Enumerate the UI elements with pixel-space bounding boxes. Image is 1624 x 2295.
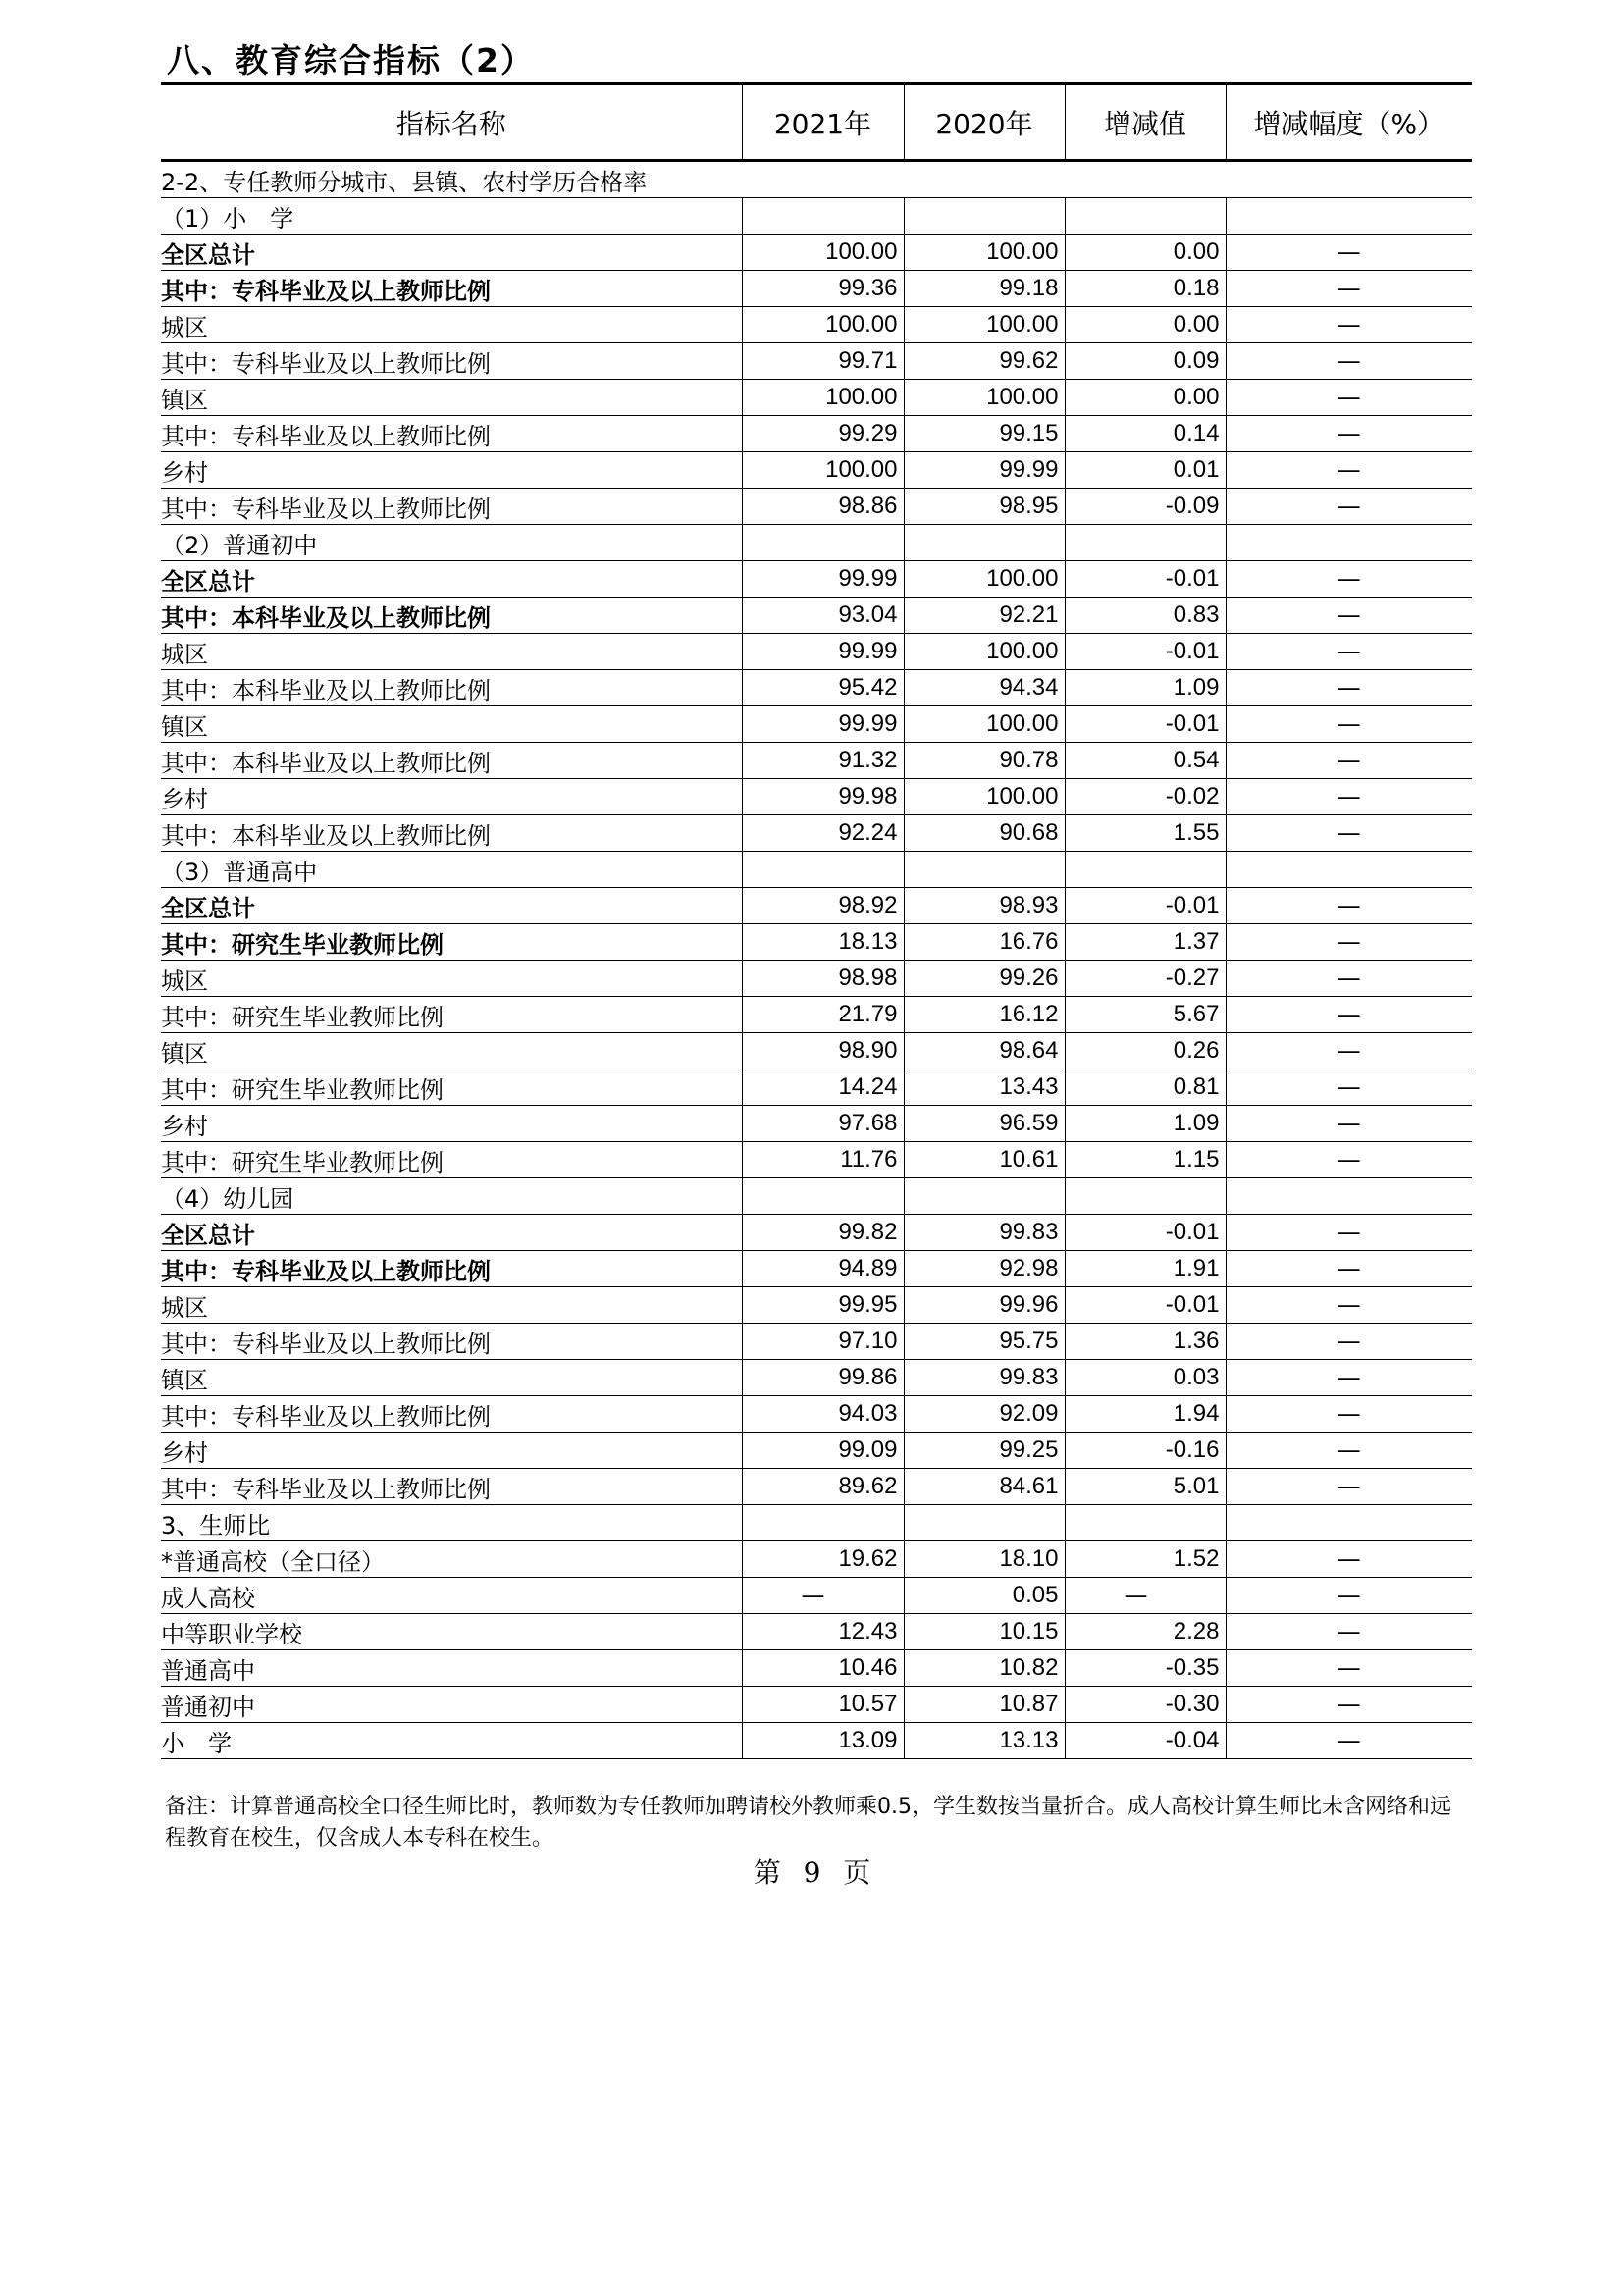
table-row — [161, 1396, 1472, 1433]
indicator-name-cell: 其中：本科毕业及以上教师比例 — [161, 598, 742, 634]
row-label: 3、生师比 — [161, 1505, 742, 1541]
change-pct-cell: — — [1226, 1287, 1472, 1324]
change-value-cell: — — [1065, 1578, 1226, 1614]
change-pct-cell: — — [1226, 561, 1472, 598]
change-value-cell: 1.09 — [1065, 670, 1226, 706]
change-pct-cell: — — [1226, 1614, 1472, 1650]
value-2021-cell: 98.90 — [742, 1033, 904, 1069]
value-2020-cell: 10.61 — [904, 1142, 1065, 1178]
empty-cell — [1226, 852, 1472, 888]
empty-cell — [742, 1178, 904, 1215]
change-value-cell: -0.02 — [1065, 779, 1226, 815]
indicator-name-cell: 全区总计 — [161, 235, 742, 271]
indicator-name-cell: 其中：专科毕业及以上教师比例 — [161, 1396, 742, 1433]
table-row — [161, 1650, 1472, 1687]
value-2021-cell: 100.00 — [742, 452, 904, 489]
value-2021-cell: 99.99 — [742, 706, 904, 743]
change-value-cell: 2.28 — [1065, 1614, 1226, 1650]
row-label: 2-2、专任教师分城市、县镇、农村学历合格率 — [161, 161, 1472, 198]
value-2020-cell: 13.13 — [904, 1723, 1065, 1759]
table-row — [161, 489, 1472, 525]
value-2021-cell: 97.68 — [742, 1106, 904, 1142]
change-pct-cell: — — [1226, 924, 1472, 961]
indicator-name-cell: 全区总计 — [161, 561, 742, 598]
change-value-cell: 1.94 — [1065, 1396, 1226, 1433]
change-value-cell: 0.14 — [1065, 416, 1226, 452]
change-pct-cell: — — [1226, 1650, 1472, 1687]
value-2020-cell: 99.99 — [904, 452, 1065, 489]
indicator-name-cell: 全区总计 — [161, 888, 742, 924]
value-2021-cell: 99.71 — [742, 343, 904, 380]
empty-cell — [1065, 1178, 1226, 1215]
value-2021-cell: 95.42 — [742, 670, 904, 706]
change-pct-cell: — — [1226, 1723, 1472, 1759]
value-2020-cell: 99.15 — [904, 416, 1065, 452]
table-row — [161, 1578, 1472, 1614]
change-value-cell: 5.01 — [1065, 1469, 1226, 1505]
change-value-cell: -0.01 — [1065, 888, 1226, 924]
subsection-header-row — [161, 1505, 1472, 1541]
value-2020-cell: 16.76 — [904, 924, 1065, 961]
empty-cell — [904, 198, 1065, 235]
indicator-name-cell: 其中：本科毕业及以上教师比例 — [161, 815, 742, 852]
row-label: （1）小 学 — [161, 198, 742, 235]
indicator-name-cell: 镇区 — [161, 1360, 742, 1396]
value-2020-cell: 10.87 — [904, 1687, 1065, 1723]
indicator-name-cell: 成人高校 — [161, 1578, 742, 1614]
header-change-pct: 增减幅度（%） — [1226, 84, 1472, 161]
table-row — [161, 598, 1472, 634]
value-2021-cell: 91.32 — [742, 743, 904, 779]
change-pct-cell: — — [1226, 888, 1472, 924]
indicator-name-cell: 城区 — [161, 634, 742, 670]
change-value-cell: -0.30 — [1065, 1687, 1226, 1723]
change-value-cell: 1.91 — [1065, 1251, 1226, 1287]
row-label: （2）普通初中 — [161, 525, 742, 561]
change-pct-cell: — — [1226, 670, 1472, 706]
indicator-name-cell: 普通初中 — [161, 1687, 742, 1723]
value-2020-cell: 100.00 — [904, 706, 1065, 743]
change-value-cell: -0.16 — [1065, 1433, 1226, 1469]
table-row — [161, 779, 1472, 815]
page-title: 八、教育综合指标（2） — [167, 41, 535, 79]
table-row — [161, 1433, 1472, 1469]
header-2020: 2020年 — [904, 84, 1065, 161]
value-2020-cell: 100.00 — [904, 380, 1065, 416]
value-2021-cell: 99.82 — [742, 1215, 904, 1251]
empty-cell — [742, 198, 904, 235]
row-label: （3）普通高中 — [161, 852, 742, 888]
value-2021-cell: 92.24 — [742, 815, 904, 852]
change-pct-cell: — — [1226, 815, 1472, 852]
indicator-name-cell: 其中：专科毕业及以上教师比例 — [161, 343, 742, 380]
change-value-cell: 0.09 — [1065, 343, 1226, 380]
change-pct-cell: — — [1226, 1687, 1472, 1723]
value-2020-cell: 95.75 — [904, 1324, 1065, 1360]
indicator-name-cell: 全区总计 — [161, 1215, 742, 1251]
table-row — [161, 343, 1472, 380]
indicator-name-cell: 其中：专科毕业及以上教师比例 — [161, 271, 742, 307]
empty-cell — [904, 1178, 1065, 1215]
empty-cell — [742, 852, 904, 888]
value-2020-cell: 98.93 — [904, 888, 1065, 924]
change-pct-cell: — — [1226, 1541, 1472, 1578]
value-2021-cell: 19.62 — [742, 1541, 904, 1578]
value-2020-cell: 99.62 — [904, 343, 1065, 380]
table-row — [161, 1287, 1472, 1324]
change-value-cell: 0.03 — [1065, 1360, 1226, 1396]
table-row — [161, 271, 1472, 307]
footnote: 备注：计算普通高校全口径生师比时，教师数为专任教师加聘请校外教师乘0.5，学生数按当量折合。成人高校计算生师比未含网络和远程教育在校生，仅含成人本专科在校生。 — [165, 1795, 1451, 1851]
value-2020-cell: 99.26 — [904, 961, 1065, 997]
indicator-name-cell: 乡村 — [161, 1433, 742, 1469]
table-row — [161, 561, 1472, 598]
indicator-name-cell: 普通高中 — [161, 1650, 742, 1687]
empty-cell — [1226, 1178, 1472, 1215]
value-2020-cell: 18.10 — [904, 1541, 1065, 1578]
value-2021-cell: 100.00 — [742, 235, 904, 271]
value-2021-cell: 99.29 — [742, 416, 904, 452]
value-2021-cell: 98.98 — [742, 961, 904, 997]
value-2020-cell: 98.64 — [904, 1033, 1065, 1069]
change-value-cell: 5.67 — [1065, 997, 1226, 1033]
change-pct-cell: — — [1226, 489, 1472, 525]
value-2021-cell: 21.79 — [742, 997, 904, 1033]
indicator-name-cell: 乡村 — [161, 1106, 742, 1142]
change-pct-cell: — — [1226, 743, 1472, 779]
table-row — [161, 888, 1472, 924]
value-2021-cell: 99.99 — [742, 634, 904, 670]
indicator-name-cell: 其中：研究生毕业教师比例 — [161, 1069, 742, 1106]
change-pct-cell: — — [1226, 598, 1472, 634]
value-2021-cell: 100.00 — [742, 380, 904, 416]
indicator-name-cell: 镇区 — [161, 380, 742, 416]
table-row — [161, 1687, 1472, 1723]
value-2021-cell: 97.10 — [742, 1324, 904, 1360]
change-value-cell: 0.26 — [1065, 1033, 1226, 1069]
change-pct-cell: — — [1226, 1251, 1472, 1287]
table-row — [161, 743, 1472, 779]
value-2021-cell: 94.03 — [742, 1396, 904, 1433]
table-row — [161, 380, 1472, 416]
indicator-name-cell: 其中：研究生毕业教师比例 — [161, 1142, 742, 1178]
indicator-name-cell: *普通高校（全口径） — [161, 1541, 742, 1578]
value-2021-cell: 10.57 — [742, 1687, 904, 1723]
table-row — [161, 1469, 1472, 1505]
section-header-row — [161, 161, 1472, 198]
value-2020-cell: 99.83 — [904, 1360, 1065, 1396]
change-pct-cell: — — [1226, 961, 1472, 997]
value-2020-cell: 100.00 — [904, 779, 1065, 815]
change-value-cell: 0.18 — [1065, 271, 1226, 307]
table-row — [161, 706, 1472, 743]
table-row — [161, 634, 1472, 670]
change-value-cell: -0.09 — [1065, 489, 1226, 525]
change-pct-cell: — — [1226, 1396, 1472, 1433]
value-2020-cell: 0.05 — [904, 1578, 1065, 1614]
value-2020-cell: 99.18 — [904, 271, 1065, 307]
table-row — [161, 815, 1472, 852]
change-value-cell: 1.36 — [1065, 1324, 1226, 1360]
change-value-cell: -0.01 — [1065, 1287, 1226, 1324]
empty-cell — [742, 1505, 904, 1541]
indicator-name-cell: 其中：本科毕业及以上教师比例 — [161, 743, 742, 779]
value-2020-cell: 94.34 — [904, 670, 1065, 706]
table-row — [161, 416, 1472, 452]
change-pct-cell: — — [1226, 1360, 1472, 1396]
value-2021-cell: 11.76 — [742, 1142, 904, 1178]
change-value-cell: 0.83 — [1065, 598, 1226, 634]
table-row — [161, 1723, 1472, 1759]
indicator-name-cell: 其中：研究生毕业教师比例 — [161, 997, 742, 1033]
subsection-header-row — [161, 525, 1472, 561]
indicator-name-cell: 其中：本科毕业及以上教师比例 — [161, 670, 742, 706]
change-value-cell: -0.01 — [1065, 561, 1226, 598]
value-2020-cell: 98.95 — [904, 489, 1065, 525]
value-2021-cell: — — [742, 1578, 904, 1614]
empty-cell — [904, 1505, 1065, 1541]
change-value-cell: 0.00 — [1065, 307, 1226, 343]
change-pct-cell: — — [1226, 235, 1472, 271]
value-2021-cell: 13.09 — [742, 1723, 904, 1759]
change-pct-cell: — — [1226, 343, 1472, 380]
value-2021-cell: 99.86 — [742, 1360, 904, 1396]
subsection-header-row — [161, 852, 1472, 888]
change-pct-cell: — — [1226, 380, 1472, 416]
value-2020-cell: 100.00 — [904, 235, 1065, 271]
indicator-name-cell: 其中：专科毕业及以上教师比例 — [161, 1324, 742, 1360]
change-pct-cell: — — [1226, 271, 1472, 307]
change-pct-cell: — — [1226, 452, 1472, 489]
change-pct-cell: — — [1226, 634, 1472, 670]
empty-cell — [1065, 852, 1226, 888]
page-number: 第 9 页 — [753, 1856, 871, 1889]
empty-cell — [1065, 198, 1226, 235]
value-2020-cell: 16.12 — [904, 997, 1065, 1033]
table-row — [161, 997, 1472, 1033]
change-pct-cell: — — [1226, 1033, 1472, 1069]
table-row — [161, 1324, 1472, 1360]
value-2021-cell: 99.99 — [742, 561, 904, 598]
indicator-table — [161, 82, 1472, 1759]
change-pct-cell: — — [1226, 307, 1472, 343]
empty-cell — [1226, 198, 1472, 235]
change-pct-cell: — — [1226, 1069, 1472, 1106]
change-pct-cell: — — [1226, 1215, 1472, 1251]
indicator-name-cell: 城区 — [161, 1287, 742, 1324]
indicator-name-cell: 其中：专科毕业及以上教师比例 — [161, 1469, 742, 1505]
value-2020-cell: 92.98 — [904, 1251, 1065, 1287]
change-pct-cell: — — [1226, 1106, 1472, 1142]
indicator-name-cell: 其中：研究生毕业教师比例 — [161, 924, 742, 961]
value-2021-cell: 98.86 — [742, 489, 904, 525]
header-change: 增减值 — [1065, 84, 1226, 161]
header-2021: 2021年 — [742, 84, 904, 161]
indicator-name-cell: 城区 — [161, 961, 742, 997]
table-row — [161, 1541, 1472, 1578]
value-2020-cell: 99.25 — [904, 1433, 1065, 1469]
change-pct-cell: — — [1226, 1578, 1472, 1614]
indicator-name-cell: 中等职业学校 — [161, 1614, 742, 1650]
value-2020-cell: 99.83 — [904, 1215, 1065, 1251]
value-2021-cell: 94.89 — [742, 1251, 904, 1287]
value-2020-cell: 90.68 — [904, 815, 1065, 852]
change-pct-cell: — — [1226, 779, 1472, 815]
value-2020-cell: 92.21 — [904, 598, 1065, 634]
table-body — [161, 161, 1472, 1759]
change-value-cell: -0.35 — [1065, 1650, 1226, 1687]
change-pct-cell: — — [1226, 1142, 1472, 1178]
indicator-name-cell: 其中：专科毕业及以上教师比例 — [161, 489, 742, 525]
value-2021-cell: 99.36 — [742, 271, 904, 307]
table-row — [161, 670, 1472, 706]
change-pct-cell: — — [1226, 1324, 1472, 1360]
table-row — [161, 1142, 1472, 1178]
table-row — [161, 307, 1472, 343]
change-value-cell: 0.00 — [1065, 235, 1226, 271]
empty-cell — [1226, 1505, 1472, 1541]
table-row — [161, 1360, 1472, 1396]
indicator-name-cell: 小 学 — [161, 1723, 742, 1759]
value-2020-cell: 100.00 — [904, 634, 1065, 670]
change-value-cell: 0.00 — [1065, 380, 1226, 416]
value-2020-cell: 99.96 — [904, 1287, 1065, 1324]
value-2020-cell: 84.61 — [904, 1469, 1065, 1505]
change-value-cell: -0.01 — [1065, 1215, 1226, 1251]
value-2020-cell: 92.09 — [904, 1396, 1065, 1433]
table-row — [161, 1215, 1472, 1251]
value-2020-cell: 100.00 — [904, 307, 1065, 343]
change-value-cell: 1.15 — [1065, 1142, 1226, 1178]
table-header-row — [161, 84, 1472, 161]
change-value-cell: -0.04 — [1065, 1723, 1226, 1759]
indicator-name-cell: 城区 — [161, 307, 742, 343]
change-pct-cell: — — [1226, 1433, 1472, 1469]
value-2021-cell: 99.95 — [742, 1287, 904, 1324]
change-value-cell: 0.01 — [1065, 452, 1226, 489]
empty-cell — [904, 525, 1065, 561]
empty-cell — [904, 852, 1065, 888]
change-value-cell: 1.09 — [1065, 1106, 1226, 1142]
change-value-cell: 1.37 — [1065, 924, 1226, 961]
subsection-header-row — [161, 1178, 1472, 1215]
table-row — [161, 235, 1472, 271]
indicator-name-cell: 镇区 — [161, 1033, 742, 1069]
table-row — [161, 961, 1472, 997]
value-2021-cell: 10.46 — [742, 1650, 904, 1687]
value-2020-cell: 10.82 — [904, 1650, 1065, 1687]
table-row — [161, 1106, 1472, 1142]
value-2021-cell: 18.13 — [742, 924, 904, 961]
value-2021-cell: 14.24 — [742, 1069, 904, 1106]
change-pct-cell: — — [1226, 416, 1472, 452]
value-2021-cell: 89.62 — [742, 1469, 904, 1505]
header-indicator-name: 指标名称 — [161, 84, 742, 161]
change-value-cell: 1.55 — [1065, 815, 1226, 852]
change-pct-cell: — — [1226, 706, 1472, 743]
table-row — [161, 924, 1472, 961]
change-value-cell: 0.81 — [1065, 1069, 1226, 1106]
value-2020-cell: 13.43 — [904, 1069, 1065, 1106]
indicator-name-cell: 镇区 — [161, 706, 742, 743]
empty-cell — [742, 525, 904, 561]
row-label: （4）幼儿园 — [161, 1178, 742, 1215]
table-row — [161, 1614, 1472, 1650]
indicator-name-cell: 其中：专科毕业及以上教师比例 — [161, 1251, 742, 1287]
value-2020-cell: 90.78 — [904, 743, 1065, 779]
table-row — [161, 1033, 1472, 1069]
value-2021-cell: 93.04 — [742, 598, 904, 634]
indicator-name-cell: 乡村 — [161, 779, 742, 815]
table-row — [161, 452, 1472, 489]
change-value-cell: 1.52 — [1065, 1541, 1226, 1578]
change-pct-cell: — — [1226, 997, 1472, 1033]
change-value-cell: -0.01 — [1065, 706, 1226, 743]
value-2021-cell: 98.92 — [742, 888, 904, 924]
value-2020-cell: 100.00 — [904, 561, 1065, 598]
indicator-name-cell: 乡村 — [161, 452, 742, 489]
change-pct-cell: — — [1226, 1469, 1472, 1505]
empty-cell — [1065, 525, 1226, 561]
change-value-cell: -0.01 — [1065, 634, 1226, 670]
value-2020-cell: 96.59 — [904, 1106, 1065, 1142]
value-2021-cell: 100.00 — [742, 307, 904, 343]
subsection-header-row — [161, 198, 1472, 235]
value-2020-cell: 10.15 — [904, 1614, 1065, 1650]
empty-cell — [1065, 1505, 1226, 1541]
value-2021-cell: 99.98 — [742, 779, 904, 815]
value-2021-cell: 12.43 — [742, 1614, 904, 1650]
change-value-cell: 0.54 — [1065, 743, 1226, 779]
indicator-name-cell: 其中：专科毕业及以上教师比例 — [161, 416, 742, 452]
table-row — [161, 1069, 1472, 1106]
change-value-cell: -0.27 — [1065, 961, 1226, 997]
value-2021-cell: 99.09 — [742, 1433, 904, 1469]
table-row — [161, 1251, 1472, 1287]
empty-cell — [1226, 525, 1472, 561]
